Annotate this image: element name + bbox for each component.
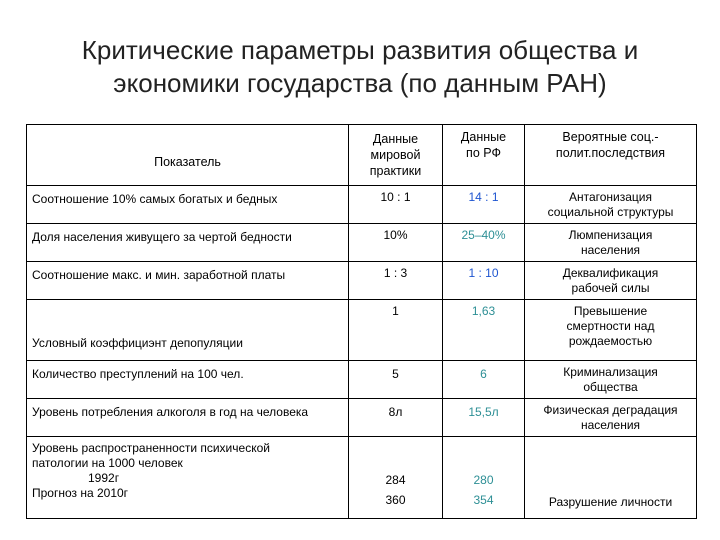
row-indicator: Условный коэффициэнт депопуляции <box>27 300 349 361</box>
year-1992: 1992г <box>88 471 120 485</box>
year-forecast-2010: Прогноз на 2010г <box>32 486 129 500</box>
header-world: Данные мировой практики <box>349 125 443 186</box>
row-consequence: Разрушение личности <box>525 437 697 519</box>
title-line-2: экономики государства (по данным РАН) <box>113 68 607 98</box>
row-rf-value: 1,63 <box>443 300 525 361</box>
row-indicator: Уровень распространенности психической патологии на 1000 человек 1992г Прогноз на 2010г <box>27 437 349 519</box>
table-row <box>27 224 697 262</box>
parameters-table <box>26 124 697 519</box>
row-world-value: 10% <box>349 224 443 262</box>
row-consequence: Превышение смертности над рождаемостью <box>525 300 697 361</box>
header-consequences: Вероятные соц.- полит.последствия <box>525 125 697 186</box>
row-world-value: 8л <box>349 399 443 437</box>
row-consequence: Антагонизация социальной структуры <box>525 186 697 224</box>
row-rf-value: 6 <box>443 361 525 399</box>
row-rf-value: 280 354 <box>443 437 525 519</box>
table-row <box>27 262 697 300</box>
table-row <box>27 300 697 361</box>
slide-title <box>0 34 720 100</box>
row-world-value: 284 360 <box>349 437 443 519</box>
row-consequence: Деквалификация рабочей силы <box>525 262 697 300</box>
row-world-value: 5 <box>349 361 443 399</box>
row-consequence: Люмпенизация населения <box>525 224 697 262</box>
row-indicator: Соотношение 10% самых богатых и бедных <box>27 186 349 224</box>
table-row <box>27 437 697 519</box>
title-line-1: Критические параметры развития общества и <box>81 35 639 65</box>
row-indicator: Доля населения живущего за чертой бедности <box>27 224 349 262</box>
header-row <box>27 125 697 186</box>
row-indicator: Количество преступлений на 100 чел. <box>27 361 349 399</box>
header-indicator: Показатель <box>27 125 349 186</box>
row-indicator: Уровень потребления алкоголя в год на человека <box>27 399 349 437</box>
row-world-value: 1 <box>349 300 443 361</box>
row-consequence: Физическая деградация населения <box>525 399 697 437</box>
row-rf-value: 1 : 10 <box>443 262 525 300</box>
table-row <box>27 186 697 224</box>
table-row <box>27 399 697 437</box>
row-world-value: 1 : 3 <box>349 262 443 300</box>
row-rf-value: 15,5л <box>443 399 525 437</box>
row-rf-value: 14 : 1 <box>443 186 525 224</box>
row-consequence: Криминализация общества <box>525 361 697 399</box>
row-world-value: 10 : 1 <box>349 186 443 224</box>
row-rf-value: 25–40% <box>443 224 525 262</box>
row-indicator: Соотношение макс. и мин. заработной платы <box>27 262 349 300</box>
header-rf: Данные по РФ <box>443 125 525 186</box>
table-row <box>27 361 697 399</box>
